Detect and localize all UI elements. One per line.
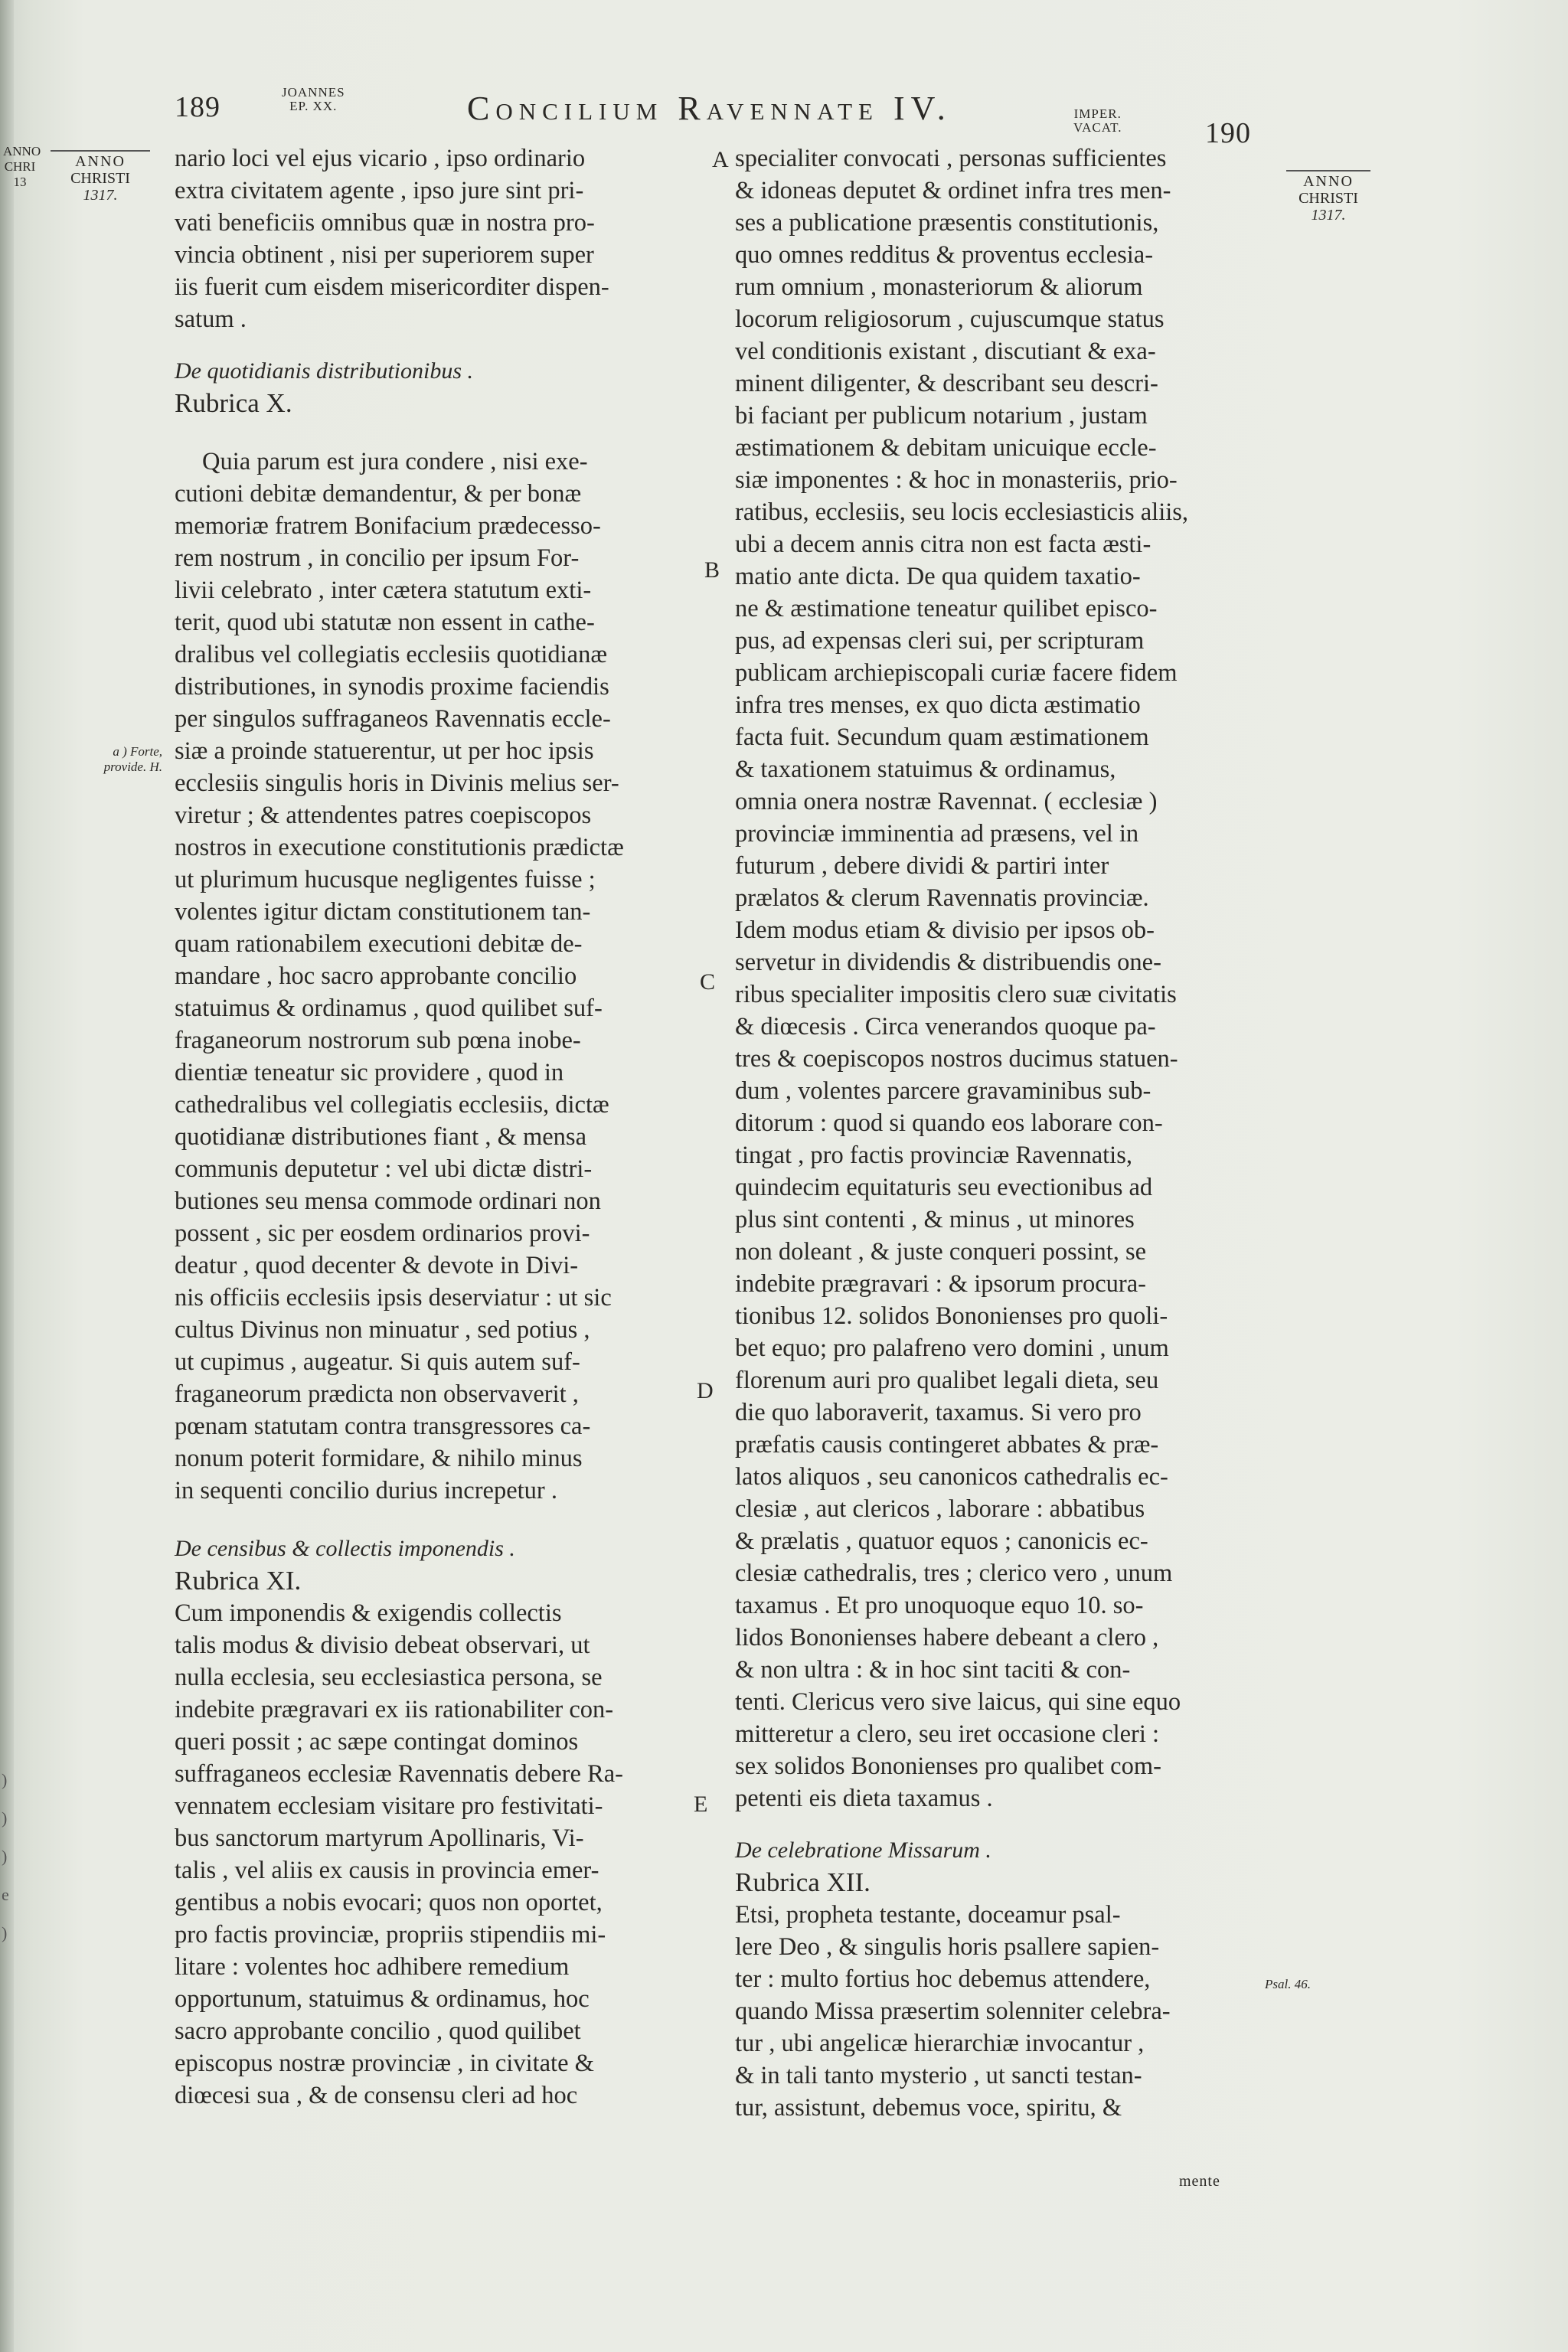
text-line: non doleant , & juste conqueri possint, se bbox=[735, 1238, 1147, 1266]
text-line: talis modus & divisio debeat observari, ut bbox=[175, 1632, 590, 1659]
text-line: tur, assistunt, debemus voce, spiritu, & bbox=[735, 2094, 1122, 2122]
text-line: locorum religiosorum , cujuscumque status bbox=[735, 305, 1165, 333]
section-letter-e: E bbox=[694, 1792, 708, 1817]
text-line: ubi a decem annis citra non est facta æsti- bbox=[735, 531, 1152, 558]
right-column bbox=[735, 142, 1271, 2124]
text-line: taxamus . Et pro unoquoque equo 10. so- bbox=[735, 1592, 1144, 1619]
running-header bbox=[0, 86, 1568, 147]
text-line: lidos Bononienses habere debeant a clero , bbox=[735, 1624, 1159, 1651]
section-letter-c: C bbox=[700, 969, 716, 995]
text-line: volentes igitur dictam constitutionem tan- bbox=[175, 898, 591, 926]
text-line: vennatem ecclesiam visitare pro festivitati- bbox=[175, 1792, 603, 1820]
text-line: gentibus a nobis evocari; quos non oportet, bbox=[175, 1889, 603, 1916]
text-line: mandare , hoc sacro approbante concilio bbox=[175, 962, 577, 990]
text-line: ratibus, ecclesiis, seu locis ecclesiasticis aliis, bbox=[735, 498, 1189, 526]
rubric-x-body bbox=[175, 446, 695, 1507]
footnote-a: a ) Forte, provide. H. bbox=[103, 744, 162, 774]
text-line: vincia obtinent , nisi per superiorem super bbox=[175, 241, 594, 269]
text-line: cathedralibus vel collegiatis ecclesiis, dictæ bbox=[175, 1091, 609, 1119]
text-line: siæ imponentes : & hoc in monasteriis, prio- bbox=[735, 466, 1178, 494]
left-running-head: JOANNES EP. XX. bbox=[282, 85, 345, 113]
text-line: infra tres menses, ex quo dicta æstimatio bbox=[735, 691, 1141, 719]
text-line: præfatis causis contingeret abbates & præ- bbox=[735, 1431, 1159, 1459]
text-line: episcopus nostræ provinciæ , in civitate & bbox=[175, 2050, 594, 2077]
text-line: plus sint contenti , & minus , ut minores bbox=[735, 1206, 1135, 1233]
text-line: bi faciant per publicum notarium , justam bbox=[735, 402, 1148, 430]
text-line: & prælatis , quatuor equos ; canonicis ec- bbox=[735, 1527, 1148, 1555]
text-line: viretur ; & attendentes patres coepiscopos bbox=[175, 802, 592, 829]
text-line: ditorum : quod si quando eos laborare con- bbox=[735, 1109, 1163, 1137]
text-line: possent , sic per eosdem ordinarios provi- bbox=[175, 1220, 590, 1247]
text-line: & diœcesis . Circa venerandos quoque pa- bbox=[735, 1013, 1156, 1040]
text-line: tingat , pro factis provinciæ Ravennatis, bbox=[735, 1142, 1132, 1169]
edge-fragments: ) ) ) e ) bbox=[2, 1770, 9, 1942]
text-line: dientiæ teneatur sic providere , quod in bbox=[175, 1059, 564, 1086]
text-line: omnia onera nostræ Ravennat. ( ecclesiæ ) bbox=[735, 788, 1158, 815]
text-line: memoriæ fratrem Bonifacium prædecesso- bbox=[175, 512, 601, 540]
section-letter-a: A bbox=[712, 147, 729, 172]
text-line: livii celebrato , inter cætera statutum exti- bbox=[175, 577, 592, 604]
text-line: distributiones, in synodis proxime faciendis bbox=[175, 673, 609, 701]
outer-year-fragment: ANNO CHRI 13 bbox=[3, 144, 41, 189]
text-line: per singulos suffraganeos Ravennatis eccle- bbox=[175, 705, 611, 733]
left-page-number: 189 bbox=[175, 91, 220, 123]
text-line: dralibus vel collegiatis ecclesiis quotidianæ bbox=[175, 641, 608, 668]
rubric-xi-label: Rubrica XI. bbox=[175, 1566, 302, 1596]
text-line: ses a publicatione præsentis constitutionis, bbox=[735, 209, 1159, 237]
text-line: Cum imponendis & exigendis collectis bbox=[175, 1599, 562, 1627]
text-line: dum , volentes parcere gravaminibus sub- bbox=[735, 1077, 1152, 1105]
text-line: queri possit ; ac sæpe contingat dominos bbox=[175, 1728, 579, 1756]
gutter-shadow bbox=[0, 0, 14, 2352]
left-column bbox=[175, 142, 695, 2112]
rubric-xii-label: Rubrica XII. bbox=[735, 1867, 871, 1897]
text-line: nario loci vel ejus vicario , ipso ordinario bbox=[175, 145, 586, 172]
rubric-x-label: Rubrica X. bbox=[175, 388, 292, 418]
text-line: ecclesiis singulis horis in Divinis melius ser- bbox=[175, 769, 619, 797]
text-line: rum omnium , monasteriorum & aliorum bbox=[735, 273, 1143, 301]
text-line: minent diligenter, & describant seu descri- bbox=[735, 370, 1158, 397]
text-line: iis fuerit cum eisdem misericorditer dispen- bbox=[175, 273, 609, 301]
text-line: specialiter convocati , personas sufficientes bbox=[735, 145, 1167, 172]
text-line: & non ultra : & in hoc sint taciti & con- bbox=[735, 1656, 1131, 1684]
rubric-xii-body bbox=[735, 1899, 1271, 2124]
text-line: Idem modus etiam & divisio per ipsos ob- bbox=[735, 916, 1155, 944]
text-line: & in tali tanto mysterio , ut sancti testan- bbox=[735, 2062, 1142, 2089]
text-line: futurum , debere dividi & partiri inter bbox=[735, 852, 1109, 880]
text-line: petenti eis dieta taxamus . bbox=[735, 1785, 993, 1812]
text-line: tionibus 12. solidos Bononienses pro quoli- bbox=[735, 1302, 1168, 1330]
text-line: ribus specialiter impositis clero suæ civitatis bbox=[735, 981, 1177, 1008]
right-body-text bbox=[735, 142, 1271, 1815]
text-line: ut cupimus , augeatur. Si quis autem suf- bbox=[175, 1348, 580, 1376]
text-line: æstimationem & debitam unicuique eccle- bbox=[735, 434, 1157, 462]
text-line: statuimus & ordinamus , quod quilibet suf- bbox=[175, 995, 603, 1022]
text-line: florenum auri pro qualibet legali dieta, seu bbox=[735, 1367, 1159, 1394]
text-line: in sequenti concilio durius increpetur . bbox=[175, 1477, 558, 1504]
text-line: quando Missa præsertim solenniter celebra- bbox=[735, 1998, 1171, 2025]
text-line: talis , vel aliis ex causis in provincia emer- bbox=[175, 1857, 599, 1884]
text-line: siæ a proinde statuerentur, ut per hoc ipsis bbox=[175, 737, 594, 765]
text-line: nonum poterit formidare, & nihilo minus bbox=[175, 1445, 583, 1472]
text-line: deatur , quod decenter & devote in Divi- bbox=[175, 1252, 579, 1279]
text-line: satum . bbox=[175, 305, 247, 333]
text-line: & taxationem statuimus & ordinamus, bbox=[735, 756, 1116, 783]
text-line: cutioni debitæ demandentur, & per bonæ bbox=[175, 480, 582, 508]
text-line: indebite prægravari : & ipsorum procura- bbox=[735, 1270, 1146, 1298]
text-line: vati beneficiis omnibus quæ in nostra pro- bbox=[175, 209, 595, 237]
text-line: ne & æstimatione teneatur quilibet episco- bbox=[735, 595, 1158, 622]
text-line: clesiæ cathedralis, tres ; clerico vero , unum bbox=[735, 1560, 1173, 1587]
text-line: clesiæ , aut clericos , laborare : abbatibus bbox=[735, 1495, 1145, 1523]
text-line: communis deputetur : vel ubi dictæ distri- bbox=[175, 1155, 593, 1183]
text-line: & idoneas deputet & ordinet infra tres men- bbox=[735, 177, 1171, 204]
text-line: matio ante dicta. De qua quidem taxatio- bbox=[735, 563, 1141, 590]
text-line: rem nostrum , in concilio per ipsum For- bbox=[175, 544, 580, 572]
text-line: ter : multo fortius hoc debemus attendere, bbox=[735, 1965, 1151, 1993]
text-line: cultus Divinus non minuatur , sed potius , bbox=[175, 1316, 590, 1344]
catchword: mente bbox=[1179, 2173, 1220, 2190]
text-line: quotidianæ distributiones fiant , & mensa bbox=[175, 1123, 586, 1151]
text-line: pus, ad expensas cleri sui, per scripturam bbox=[735, 627, 1145, 655]
text-line: facta fuit. Secundum quam æstimationem bbox=[735, 724, 1149, 751]
text-line: pœnam statutam contra transgressores ca- bbox=[175, 1413, 591, 1440]
page-title: Concilium Ravennate IV. bbox=[467, 90, 952, 127]
text-line: provinciæ imminentia ad præsens, vel in bbox=[735, 820, 1139, 848]
left-year-label: ANNO CHRISTI 1317. bbox=[51, 150, 150, 204]
text-line: sacro approbante concilio , quod quilibet bbox=[175, 2017, 581, 2045]
section-letter-d: D bbox=[697, 1378, 714, 1403]
text-line: ut plurimum hucusque negligentes fuisse ; bbox=[175, 866, 596, 893]
text-line: die quo laboraverit, taxamus. Si vero pro bbox=[735, 1399, 1142, 1426]
rubric-xi-title: De censibus & collectis imponendis . bbox=[175, 1536, 515, 1561]
right-running-head: IMPER. VACAT. bbox=[1073, 106, 1122, 135]
text-line: Quia parum est jura condere , nisi exe- bbox=[202, 448, 588, 475]
text-line: vel conditionis existant , discutiant & exa- bbox=[735, 338, 1156, 365]
text-line: quindecim equitaturis seu evectionibus ad bbox=[735, 1174, 1153, 1201]
text-line: pro factis provinciæ, propriis stipendiis mi- bbox=[175, 1921, 606, 1949]
text-line: quam rationabilem executioni debitæ de- bbox=[175, 930, 583, 958]
section-letter-b: B bbox=[704, 557, 720, 583]
left-intro-text bbox=[175, 142, 695, 335]
text-line: diœcesi sua , & de consensu cleri ad hoc bbox=[175, 2082, 578, 2109]
text-line: fraganeorum prædicta non observaverit , bbox=[175, 1380, 579, 1408]
text-line: opportunum, statuimus & ordinamus, hoc bbox=[175, 1985, 590, 2013]
right-page-number: 190 bbox=[1205, 117, 1251, 149]
rubric-x-title: De quotidianis distributionibus . bbox=[175, 358, 474, 384]
text-line: nis officiis ecclesiis ipsis deserviatur : ut sic bbox=[175, 1284, 612, 1312]
rubric-xi-body bbox=[175, 1597, 695, 2112]
text-line: prælatos & clerum Ravennatis provinciæ. bbox=[735, 884, 1149, 912]
text-line: bet equo; pro palafreno vero domini , unum bbox=[735, 1334, 1169, 1362]
text-line: tur , ubi angelicæ hierarchiæ invocantur , bbox=[735, 2030, 1145, 2057]
text-line: fraganeorum nostrorum sub pœna inobe- bbox=[175, 1027, 581, 1054]
text-line: nulla ecclesia, seu ecclesiastica persona, se bbox=[175, 1664, 603, 1691]
right-year-label: ANNO CHRISTI 1317. bbox=[1286, 170, 1370, 224]
text-line: quo omnes redditus & proventus ecclesia- bbox=[735, 241, 1154, 269]
text-line: extra civitatem agente , ipso jure sint pri- bbox=[175, 177, 584, 204]
text-line: servetur in dividendis & distribuendis one- bbox=[735, 949, 1161, 976]
text-line: lere Deo , & singulis horis psallere sapien- bbox=[735, 1933, 1160, 1961]
text-line: suffraganeos ecclesiæ Ravennatis debere Ra- bbox=[175, 1760, 623, 1788]
text-line: latos aliquos , seu canonicos cathedralis ec- bbox=[735, 1463, 1168, 1491]
rubric-xii-title: De celebratione Missarum . bbox=[735, 1838, 991, 1863]
text-line: nostros in executione constitutionis prædictæ bbox=[175, 834, 624, 861]
text-line: tenti. Clericus vero sive laicus, qui sine equo bbox=[735, 1688, 1181, 1716]
text-line: sex solidos Bononienses pro qualibet com- bbox=[735, 1753, 1161, 1780]
text-line: publicam archiepiscopali curiæ facere fidem bbox=[735, 659, 1178, 687]
text-line: tres & coepiscopos nostros ducimus statuen- bbox=[735, 1045, 1178, 1073]
text-line: indebite prægravari ex iis rationabiliter con- bbox=[175, 1696, 614, 1723]
text-line: bus sanctorum martyrum Apollinaris, Vi- bbox=[175, 1824, 584, 1852]
text-line: Etsi, propheta testante, doceamur psal- bbox=[735, 1901, 1121, 1929]
text-line: terit, quod ubi statutæ non essent in cathe- bbox=[175, 609, 595, 636]
psalm-reference: Psal. 46. bbox=[1265, 1977, 1311, 1991]
text-line: mitteretur a clero, seu iret occasione cleri : bbox=[735, 1720, 1160, 1748]
text-line: litare : volentes hoc adhibere remedium bbox=[175, 1953, 570, 1981]
text-line: butiones seu mensa commode ordinari non bbox=[175, 1187, 601, 1215]
